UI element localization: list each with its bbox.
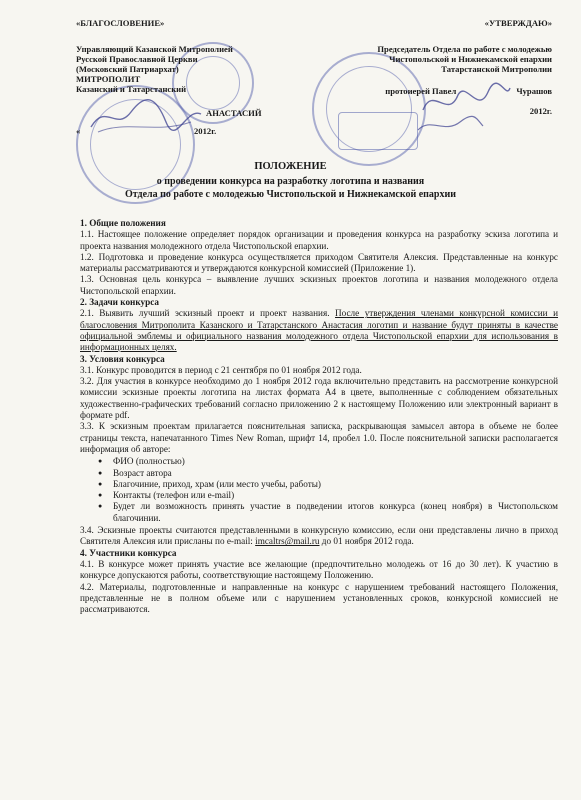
section-heading: 4. Участники конкурса: [80, 547, 177, 558]
paragraph-text: 3.4. Эскизные проекты считаются представленными в конкурсную комиссию, если они представлены лично в приход Святителя Алексия или присланы по e-mail:: [80, 525, 558, 547]
paragraph-text: до 01 ноября 2012 года.: [319, 536, 414, 547]
blessing-label: «БЛАГОСЛОВЕНИЕ»: [76, 18, 165, 28]
paragraph: 4.2. Материалы, подготовленные и направленные на конкурс с нарушением требований настоящего Положения, представленные не в полном объеме или с нарушением установленных сроков, конкурсной комиссией не рассматриваются.: [80, 581, 558, 615]
author-info-list: [98, 456, 558, 524]
signer-title: протоиерей Павел: [385, 86, 457, 96]
header-right: [312, 18, 552, 116]
list-item: ● Возраст автора: [98, 468, 558, 479]
section-heading: 2. Задачи конкурса: [80, 297, 159, 308]
paragraph: [80, 525, 558, 548]
list-item: ● Будет ли возможность принять участие в подведении итогов конкурса (конец ноября) в Чистопольском благочинии.: [98, 501, 558, 524]
header-left-line: Русской Православной Церкви: [76, 54, 198, 64]
paragraph: 3.3. К эскизным проектам прилагается пояснительная записка, раскрывающая замысел автора в объеме не более страницы текста, напечатанного Times New Roman, шрифт 14, пробел 1.0. После пояснительной записки располагается информация об авторе:: [80, 421, 558, 454]
list-item: ● Благочиние, приход, храм (или место учебы, работы): [98, 479, 558, 490]
email-link[interactable]: imcaltrs@mail.ru: [255, 536, 320, 547]
header-left: [76, 18, 296, 136]
approve-label: «УТВЕРЖДАЮ»: [484, 18, 552, 28]
rectangular-stamp: [338, 112, 418, 150]
underlined-text: После утверждения членами конкурсной комиссии и благословения Митрополита Казанского и Татарстанского Анастасия логотип и название будут приняты в качестве официальной эмблемы и официального названия молодежного отдела Чистопольской епархии для использования в информационных целях.: [80, 308, 559, 353]
date-prefix: «: [76, 126, 81, 136]
document-body: [80, 218, 558, 615]
paragraph: 1.2. Подготовка и проведение конкурса осуществляется приходом Святителя Алексия. Представленные на конкурс материалы рассматриваются и утверждаются конкурсной комиссией (Приложение 1).: [80, 251, 558, 274]
header-left-line: МИТРОПОЛИТ: [76, 74, 141, 84]
paragraph: 3.2. Для участия в конкурсе необходимо до 1 ноября 2012 года включительно представить на рассмотрение конкурсной комиссии эскизные проекты логотипа на листах формата А4 в цвете, выполненные с соблюдением обязательных художественно-графических требований согласно приложению 2 к настоящему Положению или электронный вариант в формате pdf.: [80, 376, 558, 421]
header-left-line: Казанский и Татарстанский: [76, 84, 187, 94]
date-year: 2012г.: [194, 126, 217, 136]
section-heading: 1. Общие положения: [80, 218, 166, 228]
document-subtitle: [0, 175, 581, 201]
list-item: ● Контакты (телефон или e-mail): [98, 490, 558, 501]
header-right-line: Председатель Отдела по работе с молодежью: [377, 44, 552, 54]
signer-name: Чурашов: [516, 86, 552, 96]
paragraph-text: 2.1. Выявить лучший эскизный проект и проект названия.: [80, 308, 335, 319]
paragraph: 1.1. Настоящее положение определяет порядок организации и проведения конкурса на разработку эскиза логотипа и проекта названия молодежного отдела Чистопольской епархии.: [80, 229, 558, 251]
section-heading: 3. Условия конкурса: [80, 353, 165, 364]
metropolitan-name: АНАСТАСИЙ: [206, 108, 262, 118]
subtitle-line: Отдела по работе с молодежью Чистопольской и Нижнекамской епархии: [124, 189, 457, 200]
header-right-line: Татарстанской Митрополии: [441, 64, 552, 74]
paragraph: 1.3. Основная цель конкурса – выявление лучших эскизных проектов логотипа и названия молодежного отдела Чистопольской епархии.: [80, 274, 558, 296]
header-left-line: (Московский Патриархат): [76, 64, 179, 74]
paragraph: [80, 308, 558, 353]
list-item: ● ФИО (полностью): [98, 456, 558, 467]
paragraph: 4.1. В конкурсе может принять участие все желающие (предпочтительно молодежь от 16 до 30 лет). К участию в конкурсе допускаются работы, соответствующие настоящему Положению.: [80, 558, 558, 581]
subtitle-line: о проведении конкурса на разработку логотипа и названия: [156, 176, 425, 187]
document-title: ПОЛОЖЕНИЕ: [254, 161, 327, 172]
date-year: 2012г.: [529, 106, 552, 116]
header-left-line: Управляющий Казанской Митрополией: [76, 44, 233, 54]
paragraph: 3.1. Конкурс проводится в период с 21 сентября по 01 ноября 2012 года.: [80, 364, 362, 375]
header-right-line: Чистопольской и Нижнекамской епархии: [389, 54, 552, 64]
